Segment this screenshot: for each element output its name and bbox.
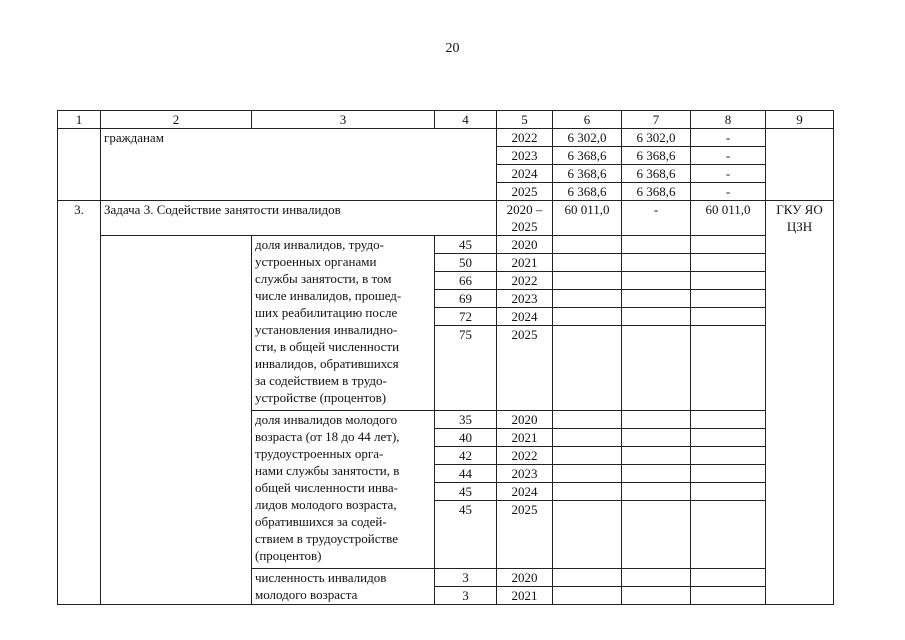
task-number: 3. [58,201,101,605]
task-amount-8: 60 011,0 [691,201,766,236]
year-cell: 2024 [497,165,553,183]
indicator-value: 44 [435,465,497,483]
empty-cell-8 [691,587,766,605]
indicator-value: 50 [435,254,497,272]
empty-cell-7 [622,483,691,501]
empty-cell-6 [553,465,622,483]
indicator-year: 2024 [497,483,553,501]
indicator-year: 2022 [497,447,553,465]
header-cell: 3 [252,111,435,129]
indicator-text: доля инвалидов, трудо- устроенных органами службы занятости, в том числе инвалидов, прошед- ших реабилитацию после установления инвалидно- сти, в общей численности инвалидов, обратившихся за содействием в трудо- устройстве (процентов) [252,236,435,411]
empty-cell-7 [622,501,691,569]
amount-cell-6: 6 368,6 [553,165,622,183]
indicator-text: численность инвалидов молодого возраста [252,569,435,605]
empty-cell-8 [691,254,766,272]
amount-cell-8: - [691,129,766,147]
indicator-year: 2021 [497,429,553,447]
empty-cell-8 [691,411,766,429]
empty-cell-6 [553,447,622,465]
indicator-value: 45 [435,483,497,501]
empty-cell-8 [691,429,766,447]
empty-cell-8 [691,272,766,290]
amount-cell-7: 6 302,0 [622,129,691,147]
header-cell: 8 [691,111,766,129]
indicator-year: 2020 [497,236,553,254]
amount-cell-8: - [691,183,766,201]
empty-cell-6 [553,569,622,587]
header-cell: 7 [622,111,691,129]
indicator-value: 66 [435,272,497,290]
indicator-year: 2023 [497,465,553,483]
year-cell: 2022 [497,129,553,147]
task-executor: ГКУ ЯО ЦЗН [766,201,834,605]
empty-cell-7 [622,254,691,272]
empty-cell-7 [622,236,691,254]
indicator-value: 45 [435,236,497,254]
empty-cell-6 [553,308,622,326]
empty-cell-6 [553,411,622,429]
empty-cell-8 [691,501,766,569]
empty-cell-7 [622,326,691,411]
empty-cell-8 [691,326,766,411]
executor-cell [766,129,834,201]
empty-cell-8 [691,236,766,254]
indicator-value: 40 [435,429,497,447]
empty-cell-6 [553,483,622,501]
empty-cell-7 [622,411,691,429]
empty-cell-6 [553,254,622,272]
empty-cell-7 [622,569,691,587]
empty-cell-7 [622,447,691,465]
continuation-text: гражданам [101,129,497,201]
empty-cell-6 [553,587,622,605]
indicator-row [58,236,834,254]
header-cell: 4 [435,111,497,129]
indicator-value: 75 [435,326,497,411]
indicator-year: 2025 [497,501,553,569]
empty-cell-7 [622,272,691,290]
header-cell: 5 [497,111,553,129]
empty-cell-6 [553,236,622,254]
indicator-value: 3 [435,569,497,587]
table-body [58,111,834,605]
amount-cell-6: 6 368,6 [553,147,622,165]
task-row [58,201,834,236]
indicator-value: 72 [435,308,497,326]
indicator-value: 69 [435,290,497,308]
header-cell: 1 [58,111,101,129]
amount-cell-7: 6 368,6 [622,147,691,165]
indicator-year: 2022 [497,272,553,290]
indicator-year: 2023 [497,290,553,308]
amount-cell-7: 6 368,6 [622,165,691,183]
year-cell: 2023 [497,147,553,165]
indicator-year: 2025 [497,326,553,411]
indicator-year: 2021 [497,587,553,605]
amount-cell-6: 6 302,0 [553,129,622,147]
amount-cell-6: 6 368,6 [553,183,622,201]
empty-cell-6 [553,326,622,411]
empty-cell-7 [622,290,691,308]
indicator-value: 45 [435,501,497,569]
amount-cell-7: 6 368,6 [622,183,691,201]
empty-cell-7 [622,308,691,326]
empty-cell-6 [553,429,622,447]
blank-cell [101,236,252,605]
task-amount-6: 60 011,0 [553,201,622,236]
header-row [58,111,834,129]
task-years: 2020 – 2025 [497,201,553,236]
header-cell: 9 [766,111,834,129]
empty-cell-7 [622,429,691,447]
empty-cell-7 [622,587,691,605]
amount-cell-8: - [691,147,766,165]
empty-cell-8 [691,465,766,483]
amount-cell-8: - [691,165,766,183]
header-cell: 6 [553,111,622,129]
indicator-year: 2020 [497,411,553,429]
empty-cell-8 [691,447,766,465]
program-table [57,110,834,605]
empty-cell-8 [691,290,766,308]
year-cell: 2025 [497,183,553,201]
indicator-year: 2021 [497,254,553,272]
indicator-value: 42 [435,447,497,465]
indicator-year: 2024 [497,308,553,326]
task-amount-7: - [622,201,691,236]
row-number-cell [58,129,101,201]
indicator-value: 35 [435,411,497,429]
empty-cell-8 [691,308,766,326]
empty-cell-6 [553,501,622,569]
page-number: 20 [445,41,460,56]
indicator-value: 3 [435,587,497,605]
task-title: Задача 3. Содействие занятости инвалидов [101,201,497,236]
indicator-year: 2020 [497,569,553,587]
header-cell: 2 [101,111,252,129]
empty-cell-6 [553,272,622,290]
empty-cell-7 [622,465,691,483]
empty-cell-6 [553,290,622,308]
empty-cell-8 [691,483,766,501]
continuation-row [58,129,834,147]
indicator-text: доля инвалидов молодого возраста (от 18 до 44 лет), трудоустроенных орга- нами службы занятости, в общей численности инва- лидов молодого возраста, обратившихся за содей- ствием в трудоустройстве (процентов) [252,411,435,569]
empty-cell-8 [691,569,766,587]
